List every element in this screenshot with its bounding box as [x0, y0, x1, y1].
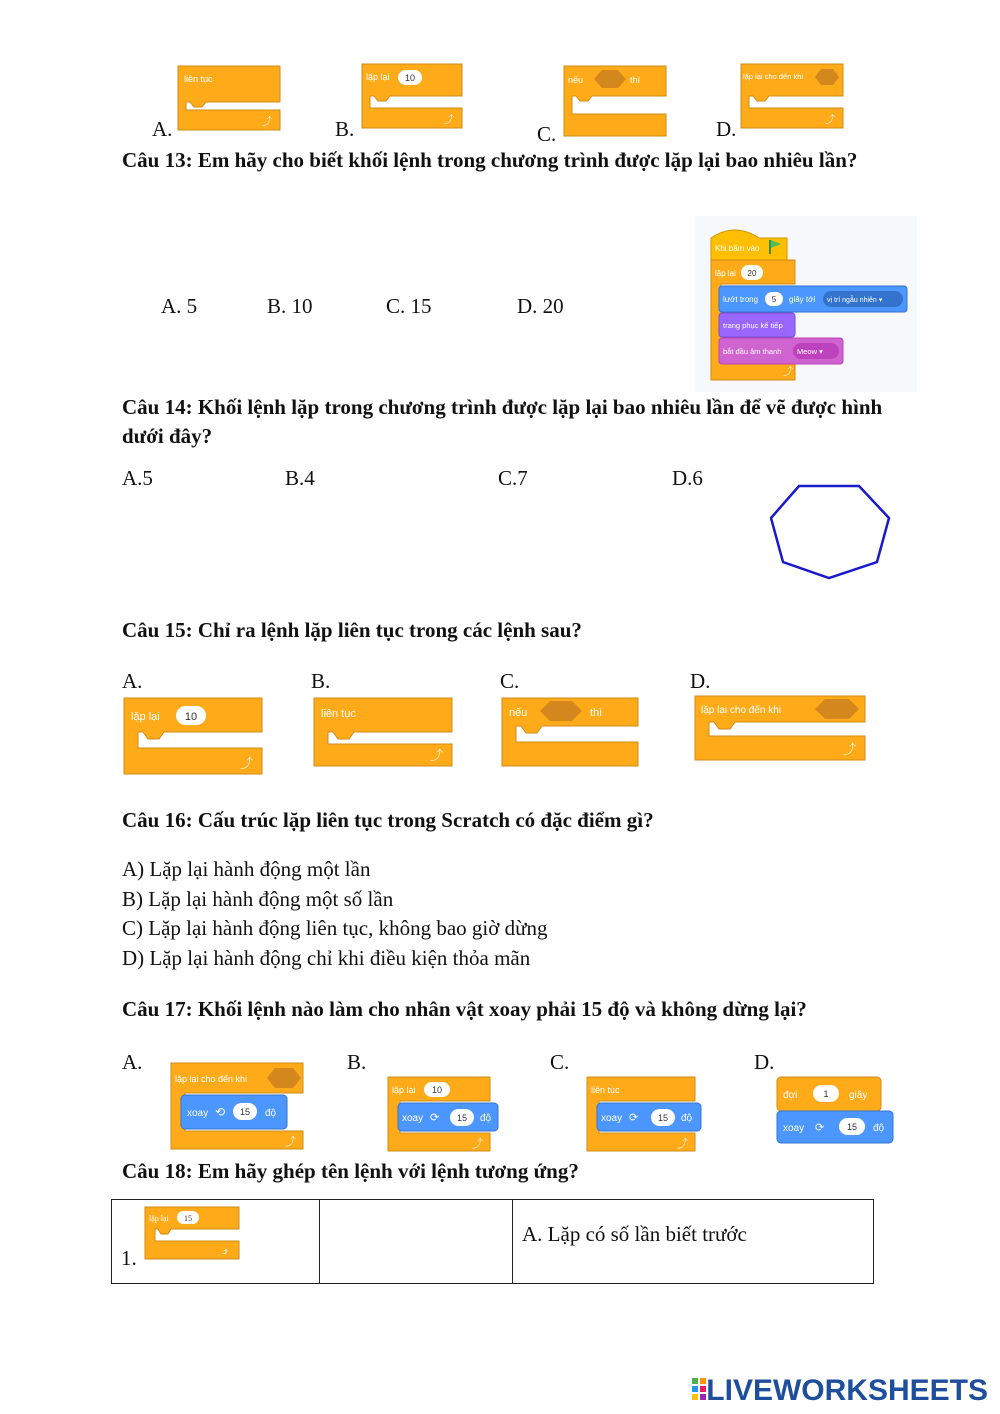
q16-option-c[interactable]: C) Lặp lại hành động liên tục, không bao giờ dừng — [122, 916, 548, 940]
svg-text:Meow ▾: Meow ▾ — [797, 347, 823, 356]
svg-text:5: 5 — [771, 295, 777, 304]
option-d-letter: D. — [716, 117, 737, 141]
svg-text:độ: độ — [873, 1123, 885, 1134]
svg-text:Khi bấm vào: Khi bấm vào — [715, 244, 760, 253]
svg-text:độ: độ — [265, 1108, 277, 1119]
q18-repeat-block[interactable] — [143, 1205, 243, 1268]
svg-text:giây tới: giây tới — [789, 295, 816, 304]
q13-option-a[interactable]: A. 5 — [161, 294, 198, 318]
svg-text:⤴: ⤴ — [262, 117, 272, 128]
q14-option-d[interactable]: D.6 — [672, 466, 703, 490]
svg-text:⤴: ⤴ — [677, 1138, 688, 1150]
svg-text:⤴: ⤴ — [783, 367, 793, 378]
q13-script-image — [695, 216, 917, 392]
svg-text:lặp lại cho đến khi: lặp lại cho đến khi — [743, 72, 804, 81]
svg-text:liên tục: liên tục — [321, 708, 356, 720]
svg-text:xoay: xoay — [402, 1113, 424, 1124]
svg-text:10: 10 — [431, 1085, 443, 1095]
q15-letter-c: C. — [500, 669, 520, 693]
svg-text:⤴: ⤴ — [285, 1136, 296, 1148]
svg-text:20: 20 — [747, 269, 757, 278]
option-a-letter: A. — [152, 117, 173, 141]
q15-repeat-block[interactable] — [122, 696, 264, 778]
liveworksheets-brand: LIVEWORKSHEETS — [706, 1374, 988, 1407]
table-row — [112, 1200, 874, 1284]
svg-text:độ: độ — [480, 1113, 492, 1124]
forever-block[interactable] — [176, 64, 282, 134]
matching-table — [111, 1199, 874, 1284]
q14-option-a[interactable]: A.5 — [122, 466, 153, 490]
question-15-title: Câu 15: Chỉ ra lệnh lặp liên tục trong các lệnh sau? — [122, 618, 582, 642]
svg-text:⤴: ⤴ — [843, 742, 857, 757]
if-block[interactable] — [562, 64, 668, 140]
q17-repeat-until-turn[interactable] — [169, 1061, 305, 1153]
svg-text:⤴: ⤴ — [221, 1247, 230, 1258]
svg-text:xoay: xoay — [187, 1108, 209, 1119]
q14-option-c[interactable]: C.7 — [498, 466, 528, 490]
svg-text:bắt đầu âm thanh: bắt đầu âm thanh — [723, 347, 782, 356]
svg-text:lặp lại: lặp lại — [392, 1085, 416, 1095]
svg-text:độ: độ — [681, 1113, 693, 1124]
question-14-title: Câu 14: Khối lệnh lặp trong chương trình được lặp lại bao nhiêu lần để vẽ được hình dưới đây? — [122, 395, 883, 448]
svg-text:trang phục kế tiếp: trang phục kế tiếp — [723, 321, 783, 330]
option-c-letter: C. — [537, 122, 557, 146]
q17-repeat-turn[interactable] — [386, 1075, 500, 1155]
svg-text:⟳: ⟳ — [629, 1112, 639, 1124]
q15-letter-b: B. — [311, 669, 331, 693]
heptagon-figure — [765, 480, 895, 584]
svg-text:15: 15 — [184, 1214, 192, 1223]
svg-text:10: 10 — [184, 711, 198, 723]
svg-text:15: 15 — [657, 1113, 669, 1123]
svg-text:vị trí ngẫu nhiên ▾: vị trí ngẫu nhiên ▾ — [827, 297, 883, 304]
question-17-title: Câu 17: Khối lệnh nào làm cho nhân vật xoay phải 15 độ và không dừng lại? — [122, 997, 807, 1021]
svg-text:lặp lại cho đến khi: lặp lại cho đến khi — [175, 1074, 248, 1084]
svg-text:lặp lại: lặp lại — [366, 72, 390, 82]
svg-text:xoay: xoay — [783, 1123, 805, 1134]
svg-text:10: 10 — [404, 73, 416, 83]
question-18-title: Câu 18: Em hãy ghép tên lệnh với lệnh tương ứng? — [122, 1159, 579, 1183]
q17-letter-c: C. — [550, 1050, 570, 1074]
svg-text:⤴: ⤴ — [430, 748, 444, 763]
q15-letter-a: A. — [122, 669, 143, 693]
svg-text:xoay: xoay — [601, 1113, 623, 1124]
svg-text:nếu: nếu — [509, 707, 528, 719]
q15-if-block[interactable] — [500, 696, 640, 768]
svg-text:lặp lại: lặp lại — [149, 1214, 169, 1223]
q16-option-d[interactable]: D) Lặp lại hành động chỉ khi điều kiện thỏa mãn — [122, 945, 531, 970]
q16-option-b[interactable]: B) Lặp lại hành động một số lần — [122, 886, 394, 911]
question-16-title: Câu 16: Cấu trúc lặp liên tục trong Scratch có đặc điểm gì? — [122, 808, 654, 832]
svg-text:⟳: ⟳ — [815, 1122, 825, 1134]
svg-text:⟲: ⟲ — [215, 1105, 226, 1119]
svg-text:1: 1 — [823, 1089, 829, 1099]
svg-text:thì: thì — [590, 707, 603, 719]
repeat-until-block[interactable] — [739, 62, 845, 132]
svg-text:lặp lại: lặp lại — [131, 711, 160, 723]
q13-option-b[interactable]: B. 10 — [267, 294, 313, 318]
q16-option-a[interactable]: A) Lặp lại hành động một lần — [122, 857, 371, 881]
svg-text:lướt trong: lướt trong — [723, 295, 759, 304]
svg-text:thì: thì — [630, 75, 641, 85]
answer-text: A. Lặp có số lần biết trước — [522, 1222, 747, 1246]
svg-text:liên tục: liên tục — [591, 1085, 620, 1095]
row-number: 1. — [121, 1246, 137, 1270]
svg-text:lặp lại cho đến khi: lặp lại cho đến khi — [701, 705, 782, 716]
answer-cell — [513, 1200, 874, 1284]
q15-letter-d: D. — [690, 669, 711, 693]
svg-text:đợi: đợi — [783, 1090, 798, 1101]
svg-text:⤴: ⤴ — [472, 1138, 483, 1150]
question-13-title: Câu 13: Em hãy cho biết khối lệnh trong chương trình được lặp lại bao nhiêu lần? — [122, 148, 858, 172]
q15-forever-block[interactable] — [312, 696, 454, 768]
q17-letter-b: B. — [347, 1050, 367, 1074]
q13-option-d[interactable]: D. 20 — [517, 294, 564, 318]
q17-letter-d: D. — [754, 1050, 775, 1074]
block-cell — [112, 1200, 320, 1284]
svg-text:⤴: ⤴ — [825, 115, 835, 126]
q14-option-b[interactable]: B.4 — [285, 466, 315, 490]
svg-text:⤴: ⤴ — [240, 756, 254, 771]
svg-text:giây: giây — [849, 1090, 868, 1101]
repeat-block[interactable] — [360, 62, 464, 132]
answer-drop-cell[interactable] — [320, 1200, 513, 1284]
forever-label: liên tục — [184, 74, 213, 84]
svg-text:15: 15 — [239, 1107, 251, 1117]
q16-option-list — [122, 855, 548, 973]
svg-text:lặp lại: lặp lại — [715, 269, 736, 278]
svg-text:nếu: nếu — [568, 75, 584, 85]
option-b-letter: B. — [335, 117, 355, 141]
q17-wait-turn[interactable] — [775, 1075, 897, 1147]
q17-forever-turn[interactable] — [585, 1075, 705, 1155]
svg-text:⟳: ⟳ — [430, 1112, 440, 1124]
svg-text:⤴: ⤴ — [444, 115, 454, 126]
q17-letter-a: A. — [122, 1050, 143, 1074]
q15-repeat-until-block[interactable] — [693, 694, 867, 764]
svg-text:15: 15 — [456, 1113, 468, 1123]
q13-option-c[interactable]: C. 15 — [386, 294, 432, 318]
svg-text:15: 15 — [846, 1122, 858, 1132]
